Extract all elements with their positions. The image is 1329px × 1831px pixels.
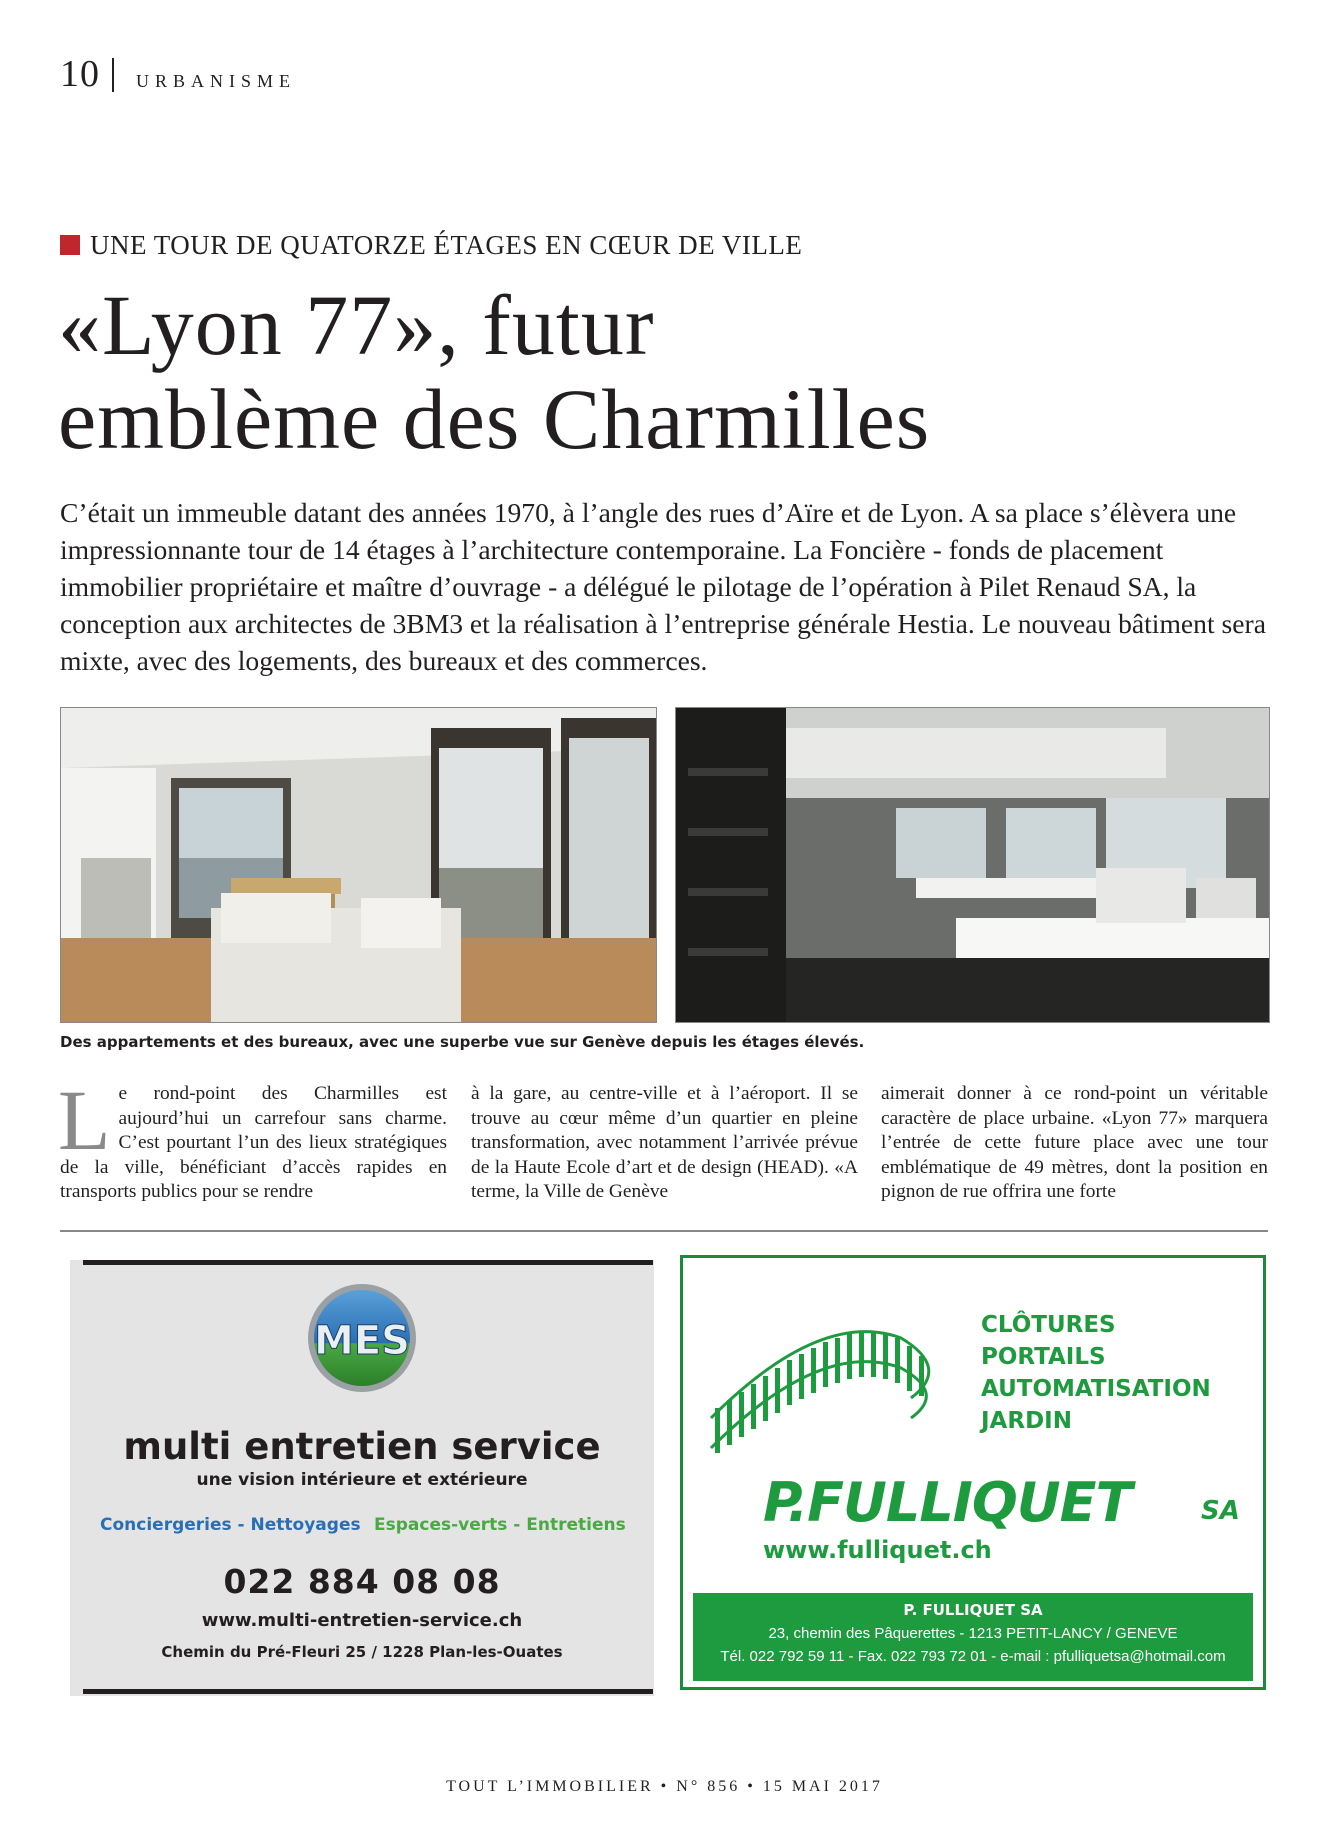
mes-address: Chemin du Pré-Fleuri 25 / 1228 Plan-les-Ouates bbox=[161, 1643, 563, 1661]
mes-logo-text: MES bbox=[314, 1318, 410, 1364]
headline bbox=[58, 278, 930, 466]
ad-fulliquet bbox=[680, 1255, 1266, 1690]
mes-service-right: Espaces-verts - Entretiens bbox=[374, 1515, 626, 1535]
header-divider bbox=[112, 58, 114, 92]
fulliquet-brand-suffix: SA bbox=[1201, 1496, 1240, 1526]
fulliquet-contact: Tél. 022 792 59 11 - Fax. 022 793 72 01 - e-mail : pfulliquetsa@hotmail.com bbox=[720, 1648, 1226, 1665]
headline-line-1: «Lyon 77», futur bbox=[58, 277, 655, 373]
section-title: URBANISME bbox=[136, 71, 297, 91]
mes-logo-icon bbox=[306, 1282, 418, 1394]
fulliquet-company-name: P. FULLIQUET SA bbox=[903, 1601, 1043, 1619]
drop-cap: L bbox=[58, 1072, 111, 1168]
fulliquet-brand: P.FULLIQUET bbox=[763, 1471, 1132, 1534]
service-item-1: CLÔTURES bbox=[981, 1312, 1116, 1338]
page-footer: TOUT L’IMMOBILIER • N° 856 • 15 MAI 2017 bbox=[446, 1778, 883, 1795]
fence-logo-icon bbox=[701, 1298, 961, 1468]
kicker bbox=[60, 230, 802, 261]
mes-service-left: Conciergeries - Nettoyages bbox=[100, 1515, 361, 1535]
fulliquet-address: 23, chemin des Pâquerettes - 1213 PETIT-LANCY / GENEVE bbox=[768, 1625, 1178, 1642]
apartment-photo bbox=[60, 707, 657, 1023]
headline-line-2: emblème des Charmilles bbox=[58, 371, 931, 467]
body-column-1-text: e rond-point des Charmilles est aujourd’hui un carrefour sans charme. C’est pourtant l’un des lieux stratégiques de la ville, bénéficiant d’accès rapides en transports publics pour se rendre bbox=[60, 1083, 447, 1202]
service-item-4: JARDIN bbox=[981, 1408, 1072, 1434]
ad-top-bar bbox=[83, 1260, 653, 1265]
kicker-square-icon bbox=[60, 235, 80, 255]
body-column-2: à la gare, au centre-ville et à l’aéroport. Il se trouve au cœur même d’un quartier en pleine transformation, avec notamment l’arrivée prévue de la Haute Ecole d’art et de design (HEAD). «A terme, la Ville de Genève bbox=[471, 1083, 858, 1202]
service-item-2: PORTAILS bbox=[981, 1344, 1106, 1370]
ad-multi-entretien-service bbox=[70, 1260, 654, 1696]
office-photo bbox=[675, 707, 1270, 1023]
mes-website: www.multi-entretien-service.ch bbox=[201, 1610, 523, 1631]
fulliquet-contact-box bbox=[693, 1593, 1253, 1681]
page-number: 10 bbox=[60, 53, 100, 95]
ad-bottom-bar bbox=[83, 1689, 653, 1694]
mes-title: multi entretien service bbox=[123, 1425, 601, 1468]
body-column-3: aimerait donner à ce rond-point un véritable caractère de place urbaine. «Lyon 77» marquera l’entrée de cette future place avec une tour emblématique de 49 mètres, dont la position en pignon de rue offrira une forte bbox=[881, 1083, 1268, 1202]
mes-subtitle: une vision intérieure et extérieure bbox=[196, 1470, 528, 1490]
mes-phone: 022 884 08 08 bbox=[223, 1562, 501, 1601]
office-illustration bbox=[676, 708, 1269, 1022]
kicker-text: UNE TOUR DE QUATORZE ÉTAGES EN CŒUR DE VILLE bbox=[90, 230, 803, 260]
body-column-1 bbox=[58, 1072, 447, 1205]
fulliquet-website: www.fulliquet.ch bbox=[763, 1536, 992, 1564]
apartment-illustration bbox=[61, 708, 656, 1022]
section-divider bbox=[60, 1230, 1268, 1232]
lead-paragraph: C’était un immeuble datant des années 1970, à l’angle des rues d’Aïre et de Lyon. A sa place s’élèvera une impressionnante tour de 14 étages à l’architecture contemporaine. La Foncière - fonds de placement immobilier propriétaire et maître d’ouvrage - a délégué le pilotage de l’opération à Pilet Renaud SA, la conception aux architectes de 3BM3 et la réalisation à l’entreprise générale Hestia. Le nouveau bâtiment sera mixte, avec des logements, des bureaux et des commerces. bbox=[60, 497, 1266, 676]
photo-caption: Des appartements et des bureaux, avec une superbe vue sur Genève depuis les étages élevés. bbox=[60, 1033, 865, 1051]
service-item-3: AUTOMATISATION bbox=[981, 1376, 1211, 1402]
